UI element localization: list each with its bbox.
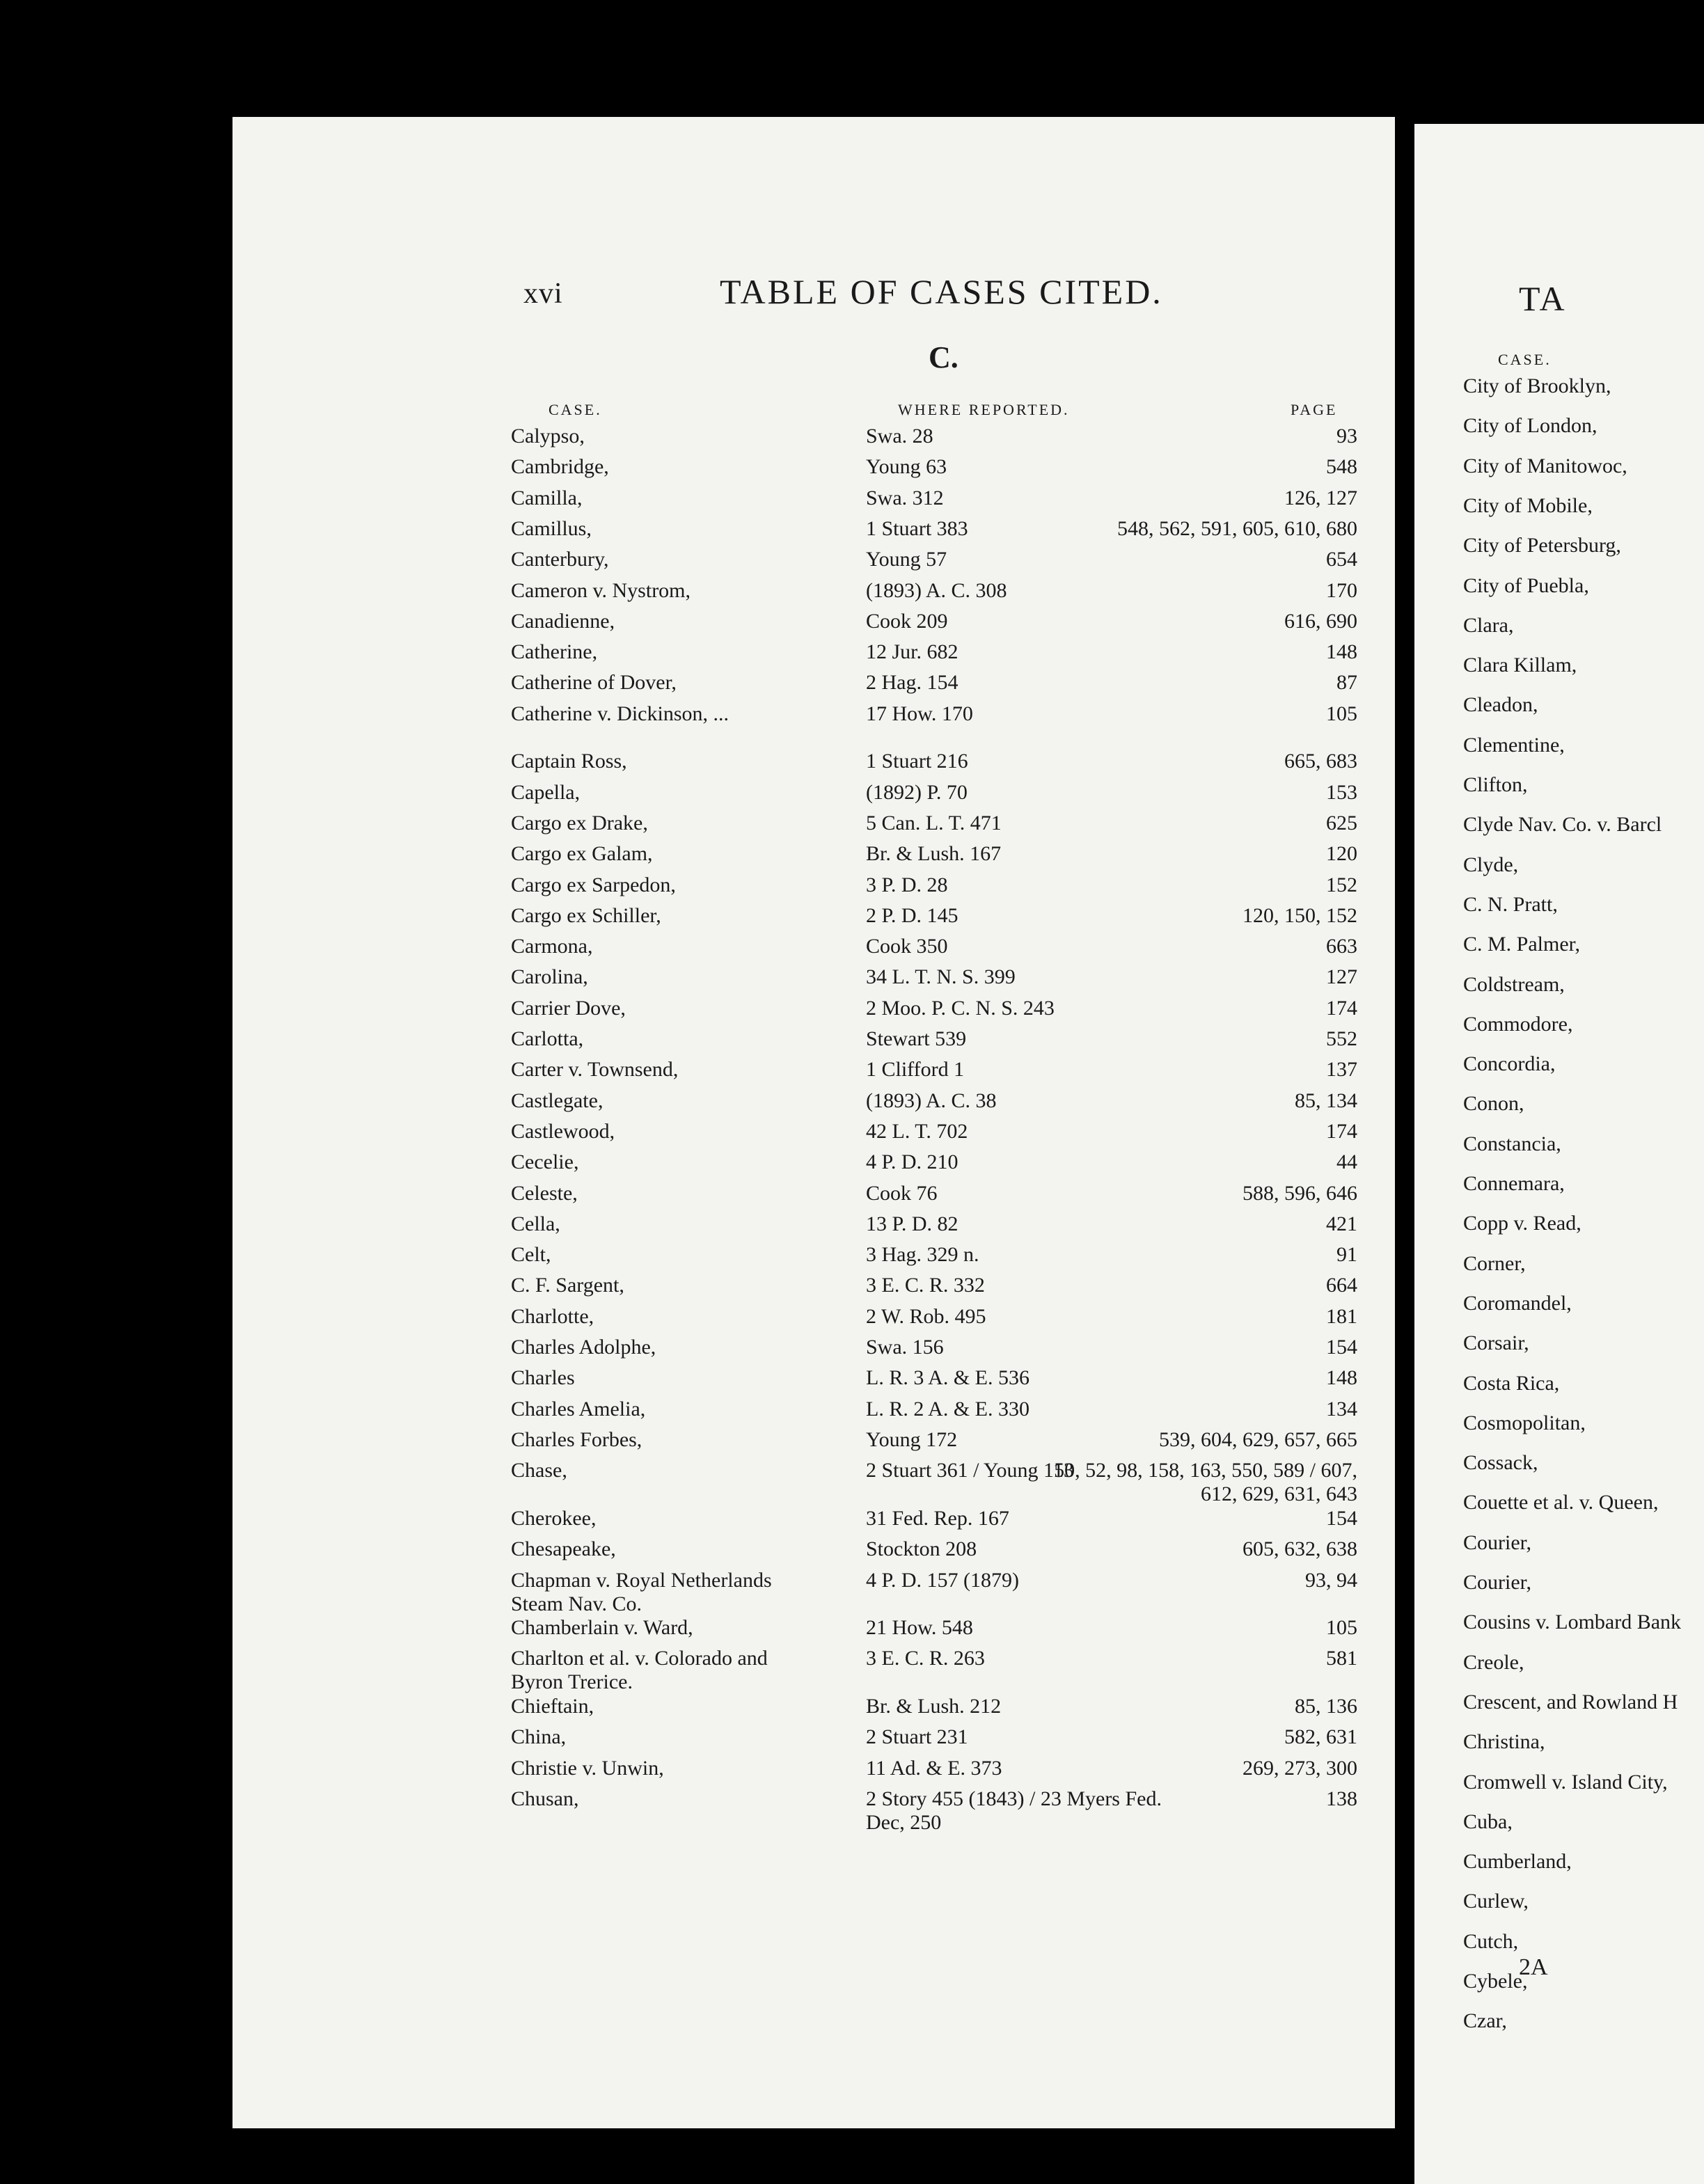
where-reported: 4 P. D. 210 bbox=[866, 1150, 958, 1174]
page-refs: 153 bbox=[1326, 780, 1357, 804]
case-name: C. F. Sargent, bbox=[511, 1274, 624, 1297]
where-reported: Young 57 bbox=[866, 548, 947, 571]
where-reported: 34 L. T. N. S. 399 bbox=[866, 965, 1016, 989]
case-name: Clyde Nav. Co. v. Barcl bbox=[1463, 813, 1662, 837]
case-name: Catherine, bbox=[511, 640, 598, 664]
case-name: Conon, bbox=[1463, 1092, 1524, 1116]
page-refs: 581 bbox=[1326, 1647, 1357, 1670]
page-refs: 105 bbox=[1326, 1616, 1357, 1640]
where-reported: Young 172 bbox=[866, 1427, 958, 1451]
case-name: Cecelie, bbox=[511, 1150, 579, 1174]
page-refs: 174 bbox=[1326, 996, 1357, 1020]
case-name: City of Petersburg, bbox=[1463, 534, 1621, 557]
page-refs: 85, 134 bbox=[1295, 1089, 1357, 1112]
page-refs: 50, 52, 98, 158, 163, 550, 589 / 607, 612, 629, 631, 643 bbox=[1054, 1459, 1357, 1506]
page-refs: 120 bbox=[1326, 842, 1357, 866]
where-reported: 1 Stuart 216 bbox=[866, 750, 968, 773]
case-name: Coldstream, bbox=[1463, 972, 1565, 996]
case-name: Commodore, bbox=[1463, 1012, 1573, 1036]
where-reported: 1 Clifford 1 bbox=[866, 1058, 965, 1082]
running-title: TABLE OF CASES CITED. bbox=[720, 272, 1163, 311]
right-column-header-case: CASE. bbox=[1498, 351, 1552, 368]
case-name: Cambridge, bbox=[511, 455, 609, 479]
where-reported: Young 63 bbox=[866, 455, 947, 479]
page-refs: 138 bbox=[1326, 1787, 1357, 1811]
case-name: Charles Adolphe, bbox=[511, 1336, 656, 1359]
page-refs: 664 bbox=[1326, 1274, 1357, 1297]
page-refs: 93 bbox=[1336, 425, 1357, 448]
page-refs: 148 bbox=[1326, 1366, 1357, 1390]
where-reported: (1893) A. C. 38 bbox=[866, 1089, 997, 1112]
where-reported: 3 Hag. 329 n. bbox=[866, 1243, 979, 1267]
case-name: Cameron v. Nystrom, bbox=[511, 578, 691, 602]
where-reported: 11 Ad. & E. 373 bbox=[866, 1756, 1002, 1780]
case-name: Carolina, bbox=[511, 965, 588, 989]
where-reported: 1 Stuart 383 bbox=[866, 516, 968, 540]
where-reported: 12 Jur. 682 bbox=[866, 640, 958, 664]
page-refs: 93, 94 bbox=[1305, 1568, 1357, 1592]
case-name: Carmona, bbox=[511, 935, 593, 958]
where-reported: Swa. 28 bbox=[866, 425, 933, 448]
case-name: Cousins v. Lombard Bank bbox=[1463, 1611, 1682, 1634]
where-reported: 3 E. C. R. 332 bbox=[866, 1274, 985, 1297]
case-name: Camillus, bbox=[511, 516, 592, 540]
page-refs: 91 bbox=[1336, 1243, 1357, 1267]
case-name: Chieftain, bbox=[511, 1695, 594, 1718]
case-name: Captain Ross, bbox=[511, 750, 627, 773]
case-name: Charles bbox=[511, 1366, 575, 1390]
case-name: Costa Rica, bbox=[1463, 1371, 1560, 1395]
page-refs: 605, 632, 638 bbox=[1242, 1537, 1357, 1561]
page-refs: 174 bbox=[1326, 1119, 1357, 1143]
page-refs: 44 bbox=[1336, 1150, 1357, 1174]
case-name: Cutch, bbox=[1463, 1929, 1519, 1953]
page-refs: 421 bbox=[1326, 1212, 1357, 1235]
page-refs: 616, 690 bbox=[1284, 609, 1357, 633]
page-refs: 105 bbox=[1326, 702, 1357, 725]
where-reported: L. R. 2 A. & E. 330 bbox=[866, 1397, 1030, 1421]
where-reported: 3 E. C. R. 263 bbox=[866, 1647, 985, 1670]
case-name: Cleadon, bbox=[1463, 693, 1538, 717]
case-name: Czar, bbox=[1463, 2009, 1507, 2033]
case-name: Creole, bbox=[1463, 1650, 1524, 1674]
case-name: Cumberland, bbox=[1463, 1850, 1572, 1874]
case-name: Cossack, bbox=[1463, 1451, 1538, 1475]
case-name: Cargo ex Schiller, bbox=[511, 903, 661, 927]
where-reported: Br. & Lush. 167 bbox=[866, 842, 1002, 866]
right-page bbox=[1414, 124, 1704, 2184]
page-refs: 663 bbox=[1326, 935, 1357, 958]
case-name: Concordia, bbox=[1463, 1052, 1556, 1076]
case-name: Courier, bbox=[1463, 1530, 1531, 1554]
right-running-title: TA bbox=[1519, 279, 1567, 318]
where-reported: 21 How. 548 bbox=[866, 1616, 973, 1640]
case-name: Charlton et al. v. Colorado and Byron Trerice. bbox=[511, 1647, 768, 1694]
where-reported: 17 How. 170 bbox=[866, 702, 973, 725]
case-name: Carlotta, bbox=[511, 1027, 584, 1051]
case-name: Charlotte, bbox=[511, 1304, 594, 1328]
page-refs: 665, 683 bbox=[1284, 750, 1357, 773]
where-reported: 4 P. D. 157 (1879) bbox=[866, 1568, 1020, 1592]
page-refs: 170 bbox=[1326, 578, 1357, 602]
case-name: Chusan, bbox=[511, 1787, 579, 1811]
case-name: Corner, bbox=[1463, 1251, 1526, 1275]
page-refs: 127 bbox=[1326, 965, 1357, 989]
case-name: Charles Amelia, bbox=[511, 1397, 646, 1421]
page-refs: 181 bbox=[1326, 1304, 1357, 1328]
case-name: C. N. Pratt, bbox=[1463, 892, 1558, 916]
page-refs: 87 bbox=[1336, 671, 1357, 695]
case-name: Curlew, bbox=[1463, 1890, 1529, 1913]
page-refs: 154 bbox=[1326, 1336, 1357, 1359]
where-reported: 3 P. D. 28 bbox=[866, 873, 948, 896]
case-name: Clementine, bbox=[1463, 733, 1565, 757]
case-name: Cosmopolitan, bbox=[1463, 1411, 1586, 1434]
case-name: Chesapeake, bbox=[511, 1537, 616, 1561]
page-refs: 137 bbox=[1326, 1058, 1357, 1082]
where-reported: 2 Story 455 (1843) / 23 Myers Fed. Dec, 250 bbox=[866, 1787, 1162, 1835]
case-name: Cargo ex Drake, bbox=[511, 811, 648, 834]
case-name: Catherine v. Dickinson, ... bbox=[511, 702, 729, 725]
case-name: Couette et al. v. Queen, bbox=[1463, 1491, 1659, 1514]
page-refs: 588, 596, 646 bbox=[1242, 1181, 1357, 1205]
case-name: Catherine of Dover, bbox=[511, 671, 677, 695]
page-refs: 120, 150, 152 bbox=[1242, 903, 1357, 927]
where-reported: L. R. 3 A. & E. 536 bbox=[866, 1366, 1030, 1390]
page-refs: 154 bbox=[1326, 1506, 1357, 1530]
case-name: Chapman v. Royal Netherlands Steam Nav. Co. bbox=[511, 1568, 772, 1615]
case-name: City of London, bbox=[1463, 414, 1598, 438]
where-reported: 2 P. D. 145 bbox=[866, 903, 958, 927]
case-name: Chase, bbox=[511, 1459, 567, 1482]
case-name: Cargo ex Sarpedon, bbox=[511, 873, 676, 896]
signature-mark: 2A bbox=[1519, 1954, 1548, 1980]
case-name: Castlewood, bbox=[511, 1119, 615, 1143]
case-name: Clyde, bbox=[1463, 853, 1519, 876]
where-reported: 42 L. T. 702 bbox=[866, 1119, 968, 1143]
page-refs: 582, 631 bbox=[1284, 1725, 1357, 1749]
case-name: Courier, bbox=[1463, 1571, 1531, 1594]
case-name: Castlegate, bbox=[511, 1089, 604, 1112]
case-name: Connemara, bbox=[1463, 1172, 1565, 1195]
case-name: Carter v. Townsend, bbox=[511, 1058, 679, 1082]
section-letter: C. bbox=[929, 340, 958, 374]
case-name: Celt, bbox=[511, 1243, 551, 1267]
page-refs: 134 bbox=[1326, 1397, 1357, 1421]
page-refs: 269, 273, 300 bbox=[1242, 1756, 1357, 1780]
case-name: Constancia, bbox=[1463, 1132, 1561, 1155]
case-name: Christina, bbox=[1463, 1730, 1545, 1754]
where-reported: Cook 209 bbox=[866, 609, 948, 633]
where-reported: Stockton 208 bbox=[866, 1537, 977, 1561]
page-refs: 552 bbox=[1326, 1027, 1357, 1051]
page-refs: 548, 562, 591, 605, 610, 680 bbox=[1117, 516, 1357, 540]
case-name: Clara Killam, bbox=[1463, 654, 1577, 677]
page-number: xvi bbox=[523, 278, 563, 310]
case-name: City of Manitowoc, bbox=[1463, 454, 1627, 477]
case-name: Cherokee, bbox=[511, 1506, 597, 1530]
where-reported: 5 Can. L. T. 471 bbox=[866, 811, 1002, 834]
page-refs: 152 bbox=[1326, 873, 1357, 896]
case-name: Calypso, bbox=[511, 425, 585, 448]
where-reported: Swa. 156 bbox=[866, 1336, 944, 1359]
where-reported: 2 W. Rob. 495 bbox=[866, 1304, 986, 1328]
where-reported: 2 Stuart 231 bbox=[866, 1725, 968, 1749]
case-name: Charles Forbes, bbox=[511, 1427, 642, 1451]
case-name: Chamberlain v. Ward, bbox=[511, 1616, 693, 1640]
case-name: Capella, bbox=[511, 780, 581, 804]
case-name: Crescent, and Rowland H bbox=[1463, 1690, 1678, 1714]
case-name: Clifton, bbox=[1463, 773, 1528, 796]
where-reported: 2 Moo. P. C. N. S. 243 bbox=[866, 996, 1055, 1020]
case-name: Christie v. Unwin, bbox=[511, 1756, 664, 1780]
case-name: Coromandel, bbox=[1463, 1291, 1572, 1315]
case-name: Carrier Dove, bbox=[511, 996, 626, 1020]
where-reported: 13 P. D. 82 bbox=[866, 1212, 958, 1235]
where-reported: Br. & Lush. 212 bbox=[866, 1695, 1002, 1718]
case-name: Cuba, bbox=[1463, 1810, 1513, 1833]
where-reported: (1892) P. 70 bbox=[866, 780, 968, 804]
where-reported: 31 Fed. Rep. 167 bbox=[866, 1506, 1009, 1530]
page-refs: 654 bbox=[1326, 548, 1357, 571]
page-refs: 548 bbox=[1326, 455, 1357, 479]
case-name: Camilla, bbox=[511, 486, 583, 509]
case-name: Canadienne, bbox=[511, 609, 615, 633]
case-name: Celeste, bbox=[511, 1181, 578, 1205]
case-name: China, bbox=[511, 1725, 567, 1749]
where-reported: (1893) A. C. 308 bbox=[866, 578, 1007, 602]
column-header-where-reported: WHERE REPORTED. bbox=[898, 401, 1070, 418]
where-reported: 2 Stuart 361 / Young 113 bbox=[866, 1459, 1074, 1482]
where-reported: 2 Hag. 154 bbox=[866, 671, 958, 695]
case-name: Copp v. Read, bbox=[1463, 1212, 1581, 1235]
page-refs: 85, 136 bbox=[1295, 1695, 1357, 1718]
page-refs: 126, 127 bbox=[1284, 486, 1357, 509]
case-name: Canterbury, bbox=[511, 548, 609, 571]
case-name: Cybele, bbox=[1463, 1970, 1528, 1993]
case-name: Clara, bbox=[1463, 613, 1514, 637]
where-reported: Cook 76 bbox=[866, 1181, 938, 1205]
case-name: City of Mobile, bbox=[1463, 493, 1593, 517]
case-name: City of Brooklyn, bbox=[1463, 374, 1611, 397]
where-reported: Swa. 312 bbox=[866, 486, 944, 509]
page-refs: 148 bbox=[1326, 640, 1357, 664]
where-reported: Cook 350 bbox=[866, 935, 948, 958]
case-name: Cromwell v. Island City, bbox=[1463, 1770, 1668, 1794]
column-header-case: CASE. bbox=[549, 401, 602, 418]
case-name: City of Puebla, bbox=[1463, 573, 1589, 597]
case-name: Cargo ex Galam, bbox=[511, 842, 653, 866]
case-name: Cella, bbox=[511, 1212, 560, 1235]
case-name: C. M. Palmer, bbox=[1463, 933, 1580, 956]
page-refs: 625 bbox=[1326, 811, 1357, 834]
column-header-page: PAGE bbox=[1291, 401, 1395, 2128]
case-name: Corsair, bbox=[1463, 1331, 1529, 1355]
left-page bbox=[232, 117, 1395, 2128]
where-reported: Stewart 539 bbox=[866, 1027, 967, 1051]
page-refs: 539, 604, 629, 657, 665 bbox=[1159, 1427, 1357, 1451]
